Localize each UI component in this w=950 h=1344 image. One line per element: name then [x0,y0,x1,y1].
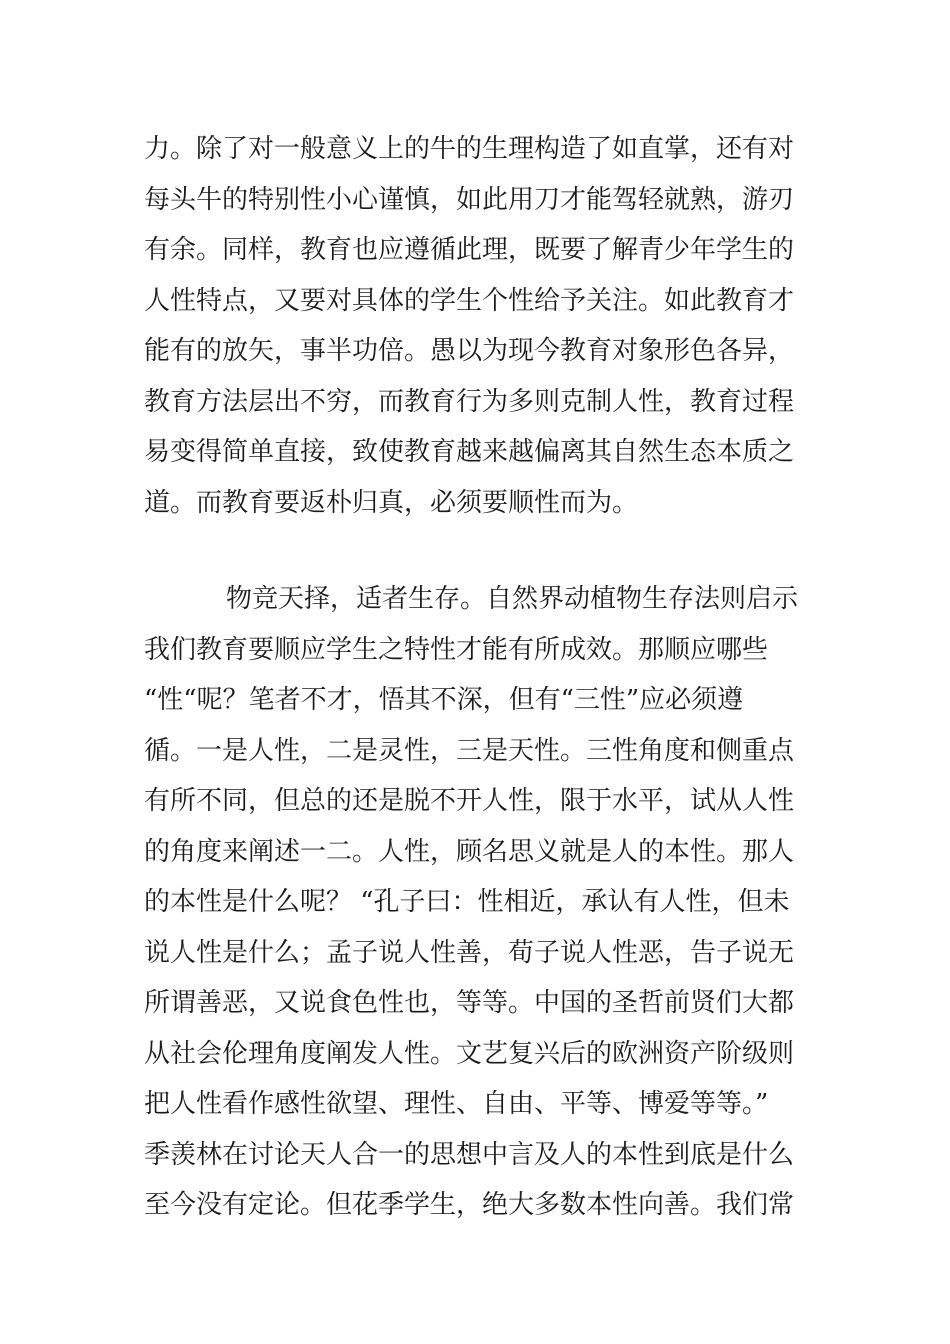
text-line: 的角度来阐述一二。人性，顾名思义就是人的本性。那人 [144,836,795,867]
text-line: 易变得简单直接，致使教育越来越偏离其自然生态本质之 [144,437,795,467]
text-line: 说人性是什么；孟子说人性善，荀子说人性恶，告子说无 [144,937,795,968]
text-line: 的本性是什么呢？ “孔子曰：性相近，承认有人性，但未 [144,887,790,917]
text-line: 物竞天择，适者生存。自然界动植物生存法则启示 [226,584,799,614]
paragraph-2 [144,574,814,1231]
text-line: 所谓善恶，又说食色性也，等等。中国的圣哲前贤们大都 [144,988,795,1018]
text-line: 从社会伦理角度阐发人性。文艺复兴后的欧洲资产阶级则 [144,1038,795,1069]
text-line: 能有的放矢，事半功倍。愚以为现今教育对象形色各异， [144,336,795,366]
text-line: 有余。同样，教育也应遵循此理，既要了解青少年学生的 [144,235,795,265]
text-line: 有所不同，但总的还是脱不开人性，限于水平，试从人性 [144,786,795,816]
text-line: “性“呢？笔者不才，悟其不深，但有“三性”应必须遵 [144,685,744,715]
text-line: 循。一是人性，二是灵性，三是天性。三性角度和侧重点 [144,735,795,766]
text-line: 力。除了对一般意义上的牛的生理构造了如直掌，还有对 [144,134,795,164]
text-line: 教育方法层出不穷，而教育行为多则克制人性，教育过程 [144,386,795,417]
paragraph-1 [144,124,814,528]
text-line: 至今没有定论。但花季学生，绝大多数本性向善。我们常 [144,1190,795,1220]
text-line: 把人性看作感性欲望、理性、自由、平等、博爱等等。” [144,1089,769,1119]
text-line: 季羡林在讨论天人合一的思想中言及人的本性到底是什么 [144,1139,795,1170]
text-line: 每头牛的特别性小心谨慎，如此用刀才能驾轻就熟，游刃 [144,184,795,215]
text-line: 我们教育要顺应学生之特性才能有所成效。那顺应哪些 [144,634,769,665]
text-line: 人性特点，又要对具体的学生个性给予关注。如此教育才 [144,285,795,316]
text-line: 道。而教育要返朴归真，必须要顺性而为。 [144,487,639,518]
